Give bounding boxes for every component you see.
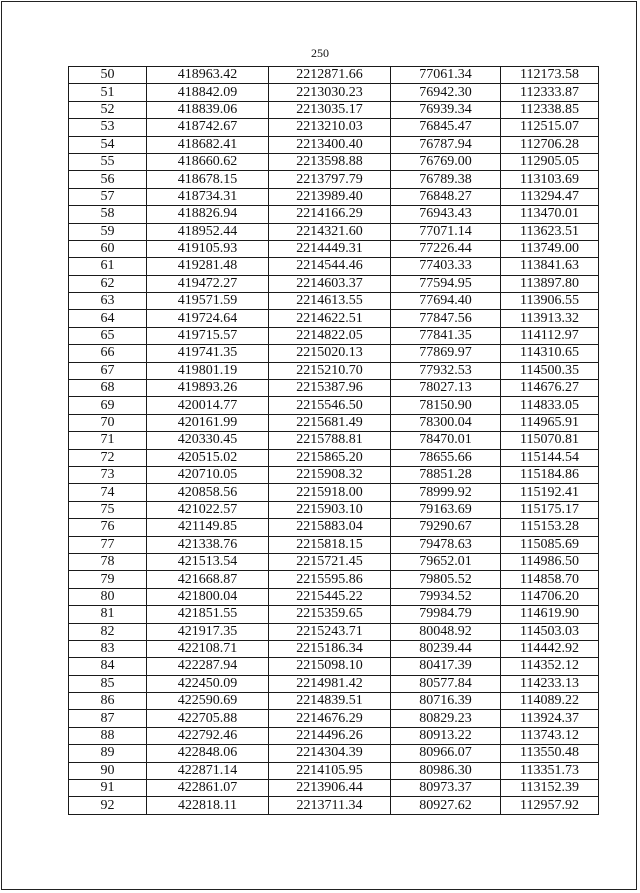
table-body: [69, 67, 599, 815]
point-number-cell: 65: [69, 327, 147, 344]
coord-y1-cell: 2214449.31: [269, 240, 391, 257]
coord-x1-cell: 420161.99: [147, 414, 269, 431]
coord-x2-cell: 80966.07: [391, 745, 501, 762]
table-row: [69, 414, 599, 431]
table-row: [69, 571, 599, 588]
coord-x1-cell: 418952.44: [147, 223, 269, 240]
coord-y2-cell: 115192.41: [501, 484, 599, 501]
coord-x1-cell: 420330.45: [147, 432, 269, 449]
coord-y1-cell: 2213797.79: [269, 171, 391, 188]
coord-y2-cell: 115175.17: [501, 501, 599, 518]
coord-y1-cell: 2214544.46: [269, 258, 391, 275]
table-row: [69, 780, 599, 797]
table-row: [69, 327, 599, 344]
point-number-cell: 73: [69, 466, 147, 483]
point-number-cell: 74: [69, 484, 147, 501]
coord-x2-cell: 77847.56: [391, 310, 501, 327]
coord-x2-cell: 80577.84: [391, 675, 501, 692]
coord-y2-cell: 113924.37: [501, 710, 599, 727]
coord-y2-cell: 113294.47: [501, 188, 599, 205]
table-row: [69, 275, 599, 292]
coord-x1-cell: 419472.27: [147, 275, 269, 292]
table-row: [69, 710, 599, 727]
coord-y2-cell: 114352.12: [501, 658, 599, 675]
coord-y2-cell: 113103.69: [501, 171, 599, 188]
point-number-cell: 68: [69, 380, 147, 397]
coord-x1-cell: 421338.76: [147, 536, 269, 553]
table-row: [69, 380, 599, 397]
coord-y1-cell: 2215818.15: [269, 536, 391, 553]
table-row: [69, 484, 599, 501]
coord-y1-cell: 2213906.44: [269, 780, 391, 797]
coord-x2-cell: 77932.53: [391, 362, 501, 379]
coord-x2-cell: 76848.27: [391, 188, 501, 205]
coord-x1-cell: 422848.06: [147, 745, 269, 762]
coord-x1-cell: 419281.48: [147, 258, 269, 275]
coord-x1-cell: 421917.35: [147, 623, 269, 640]
coord-x1-cell: 419105.93: [147, 240, 269, 257]
coord-x1-cell: 418842.09: [147, 84, 269, 101]
coord-y2-cell: 114833.05: [501, 397, 599, 414]
point-number-cell: 91: [69, 780, 147, 797]
coord-y2-cell: 114233.13: [501, 675, 599, 692]
coord-y2-cell: 113550.48: [501, 745, 599, 762]
point-number-cell: 78: [69, 553, 147, 570]
coord-y1-cell: 2214304.39: [269, 745, 391, 762]
coord-y2-cell: 112338.85: [501, 101, 599, 118]
coord-x1-cell: 418963.42: [147, 67, 269, 84]
point-number-cell: 92: [69, 797, 147, 814]
coord-y1-cell: 2214603.37: [269, 275, 391, 292]
coord-y1-cell: 2215903.10: [269, 501, 391, 518]
coord-y1-cell: 2215243.71: [269, 623, 391, 640]
coord-y1-cell: 2214839.51: [269, 693, 391, 710]
coord-y2-cell: 112957.92: [501, 797, 599, 814]
point-number-cell: 72: [69, 449, 147, 466]
point-number-cell: 50: [69, 67, 147, 84]
table-row: [69, 640, 599, 657]
coord-y2-cell: 114858.70: [501, 571, 599, 588]
point-number-cell: 67: [69, 362, 147, 379]
coord-x1-cell: 418678.15: [147, 171, 269, 188]
coord-x1-cell: 422818.11: [147, 797, 269, 814]
coord-x1-cell: 422705.88: [147, 710, 269, 727]
coord-x1-cell: 422108.71: [147, 640, 269, 657]
coord-y2-cell: 115153.28: [501, 519, 599, 536]
coord-x1-cell: 418660.62: [147, 153, 269, 170]
coord-x2-cell: 80048.92: [391, 623, 501, 640]
coord-x2-cell: 76845.47: [391, 119, 501, 136]
coord-y2-cell: 112706.28: [501, 136, 599, 153]
coord-y2-cell: 114619.90: [501, 606, 599, 623]
point-number-cell: 53: [69, 119, 147, 136]
coord-y1-cell: 2215865.20: [269, 449, 391, 466]
table-row: [69, 623, 599, 640]
point-number-cell: 80: [69, 588, 147, 605]
coord-y1-cell: 2212871.66: [269, 67, 391, 84]
coord-y1-cell: 2215186.34: [269, 640, 391, 657]
point-number-cell: 77: [69, 536, 147, 553]
table-row: [69, 693, 599, 710]
coord-y1-cell: 2214105.95: [269, 762, 391, 779]
coord-x2-cell: 77226.44: [391, 240, 501, 257]
point-number-cell: 55: [69, 153, 147, 170]
point-number-cell: 76: [69, 519, 147, 536]
coord-y2-cell: 113152.39: [501, 780, 599, 797]
coord-y1-cell: 2215098.10: [269, 658, 391, 675]
coord-x2-cell: 79290.67: [391, 519, 501, 536]
coord-y1-cell: 2214166.29: [269, 206, 391, 223]
coord-y2-cell: 113897.80: [501, 275, 599, 292]
coord-x1-cell: 421800.04: [147, 588, 269, 605]
table-row: [69, 553, 599, 570]
point-number-cell: 63: [69, 293, 147, 310]
coord-y2-cell: 115144.54: [501, 449, 599, 466]
coord-x1-cell: 421668.87: [147, 571, 269, 588]
coord-x1-cell: 418742.67: [147, 119, 269, 136]
coord-y2-cell: 113906.55: [501, 293, 599, 310]
coord-y2-cell: 114112.97: [501, 327, 599, 344]
coord-y1-cell: 2213030.23: [269, 84, 391, 101]
coord-x1-cell: 420014.77: [147, 397, 269, 414]
coord-x2-cell: 78150.90: [391, 397, 501, 414]
coord-y1-cell: 2215721.45: [269, 553, 391, 570]
coord-x1-cell: 422450.09: [147, 675, 269, 692]
table-row: [69, 606, 599, 623]
coord-y2-cell: 115085.69: [501, 536, 599, 553]
coord-x2-cell: 77694.40: [391, 293, 501, 310]
coord-y1-cell: 2214496.26: [269, 727, 391, 744]
table-row: [69, 188, 599, 205]
table-row: [69, 432, 599, 449]
coord-x2-cell: 76943.43: [391, 206, 501, 223]
point-number-cell: 52: [69, 101, 147, 118]
coord-x2-cell: 79163.69: [391, 501, 501, 518]
coord-x1-cell: 421022.57: [147, 501, 269, 518]
point-number-cell: 59: [69, 223, 147, 240]
coord-y2-cell: 115070.81: [501, 432, 599, 449]
coord-x2-cell: 76942.30: [391, 84, 501, 101]
coord-x1-cell: 418839.06: [147, 101, 269, 118]
point-number-cell: 85: [69, 675, 147, 692]
table-row: [69, 745, 599, 762]
coord-x2-cell: 80716.39: [391, 693, 501, 710]
table-row: [69, 797, 599, 814]
coord-y2-cell: 113470.01: [501, 206, 599, 223]
coord-x1-cell: 419801.19: [147, 362, 269, 379]
coord-x1-cell: 421851.55: [147, 606, 269, 623]
coord-x2-cell: 78655.66: [391, 449, 501, 466]
coord-x2-cell: 79805.52: [391, 571, 501, 588]
point-number-cell: 84: [69, 658, 147, 675]
table-row: [69, 293, 599, 310]
table-row: [69, 501, 599, 518]
point-number-cell: 54: [69, 136, 147, 153]
coord-x1-cell: 419724.64: [147, 310, 269, 327]
coord-x1-cell: 419715.57: [147, 327, 269, 344]
coord-y1-cell: 2214321.60: [269, 223, 391, 240]
coord-x1-cell: 418734.31: [147, 188, 269, 205]
coord-y1-cell: 2214622.51: [269, 310, 391, 327]
table-row: [69, 362, 599, 379]
coord-x2-cell: 76939.34: [391, 101, 501, 118]
coord-x2-cell: 80927.62: [391, 797, 501, 814]
coord-x2-cell: 79984.79: [391, 606, 501, 623]
coord-y1-cell: 2213989.40: [269, 188, 391, 205]
coord-x2-cell: 77594.95: [391, 275, 501, 292]
point-number-cell: 89: [69, 745, 147, 762]
coord-x2-cell: 80417.39: [391, 658, 501, 675]
point-number-cell: 62: [69, 275, 147, 292]
table-row: [69, 519, 599, 536]
coord-x1-cell: 420710.05: [147, 466, 269, 483]
coord-y1-cell: 2215788.81: [269, 432, 391, 449]
coord-y1-cell: 2215908.32: [269, 466, 391, 483]
coord-y2-cell: 114503.03: [501, 623, 599, 640]
point-number-cell: 64: [69, 310, 147, 327]
coord-y2-cell: 114500.35: [501, 362, 599, 379]
coord-x2-cell: 77071.14: [391, 223, 501, 240]
coord-x2-cell: 80973.37: [391, 780, 501, 797]
coord-x2-cell: 79478.63: [391, 536, 501, 553]
coord-x1-cell: 422871.14: [147, 762, 269, 779]
coord-y2-cell: 112905.05: [501, 153, 599, 170]
coord-y1-cell: 2215681.49: [269, 414, 391, 431]
coord-x2-cell: 80239.44: [391, 640, 501, 657]
coord-y1-cell: 2214613.55: [269, 293, 391, 310]
point-number-cell: 81: [69, 606, 147, 623]
table-row: [69, 588, 599, 605]
point-number-cell: 88: [69, 727, 147, 744]
coord-x2-cell: 76769.00: [391, 153, 501, 170]
table-row: [69, 153, 599, 170]
point-number-cell: 79: [69, 571, 147, 588]
coord-x2-cell: 77061.34: [391, 67, 501, 84]
coord-y1-cell: 2215918.00: [269, 484, 391, 501]
coord-y2-cell: 112173.58: [501, 67, 599, 84]
coord-x1-cell: 421149.85: [147, 519, 269, 536]
table-row: [69, 136, 599, 153]
point-number-cell: 70: [69, 414, 147, 431]
coord-x2-cell: 77403.33: [391, 258, 501, 275]
table-row: [69, 466, 599, 483]
table-row: [69, 675, 599, 692]
coord-x1-cell: 419571.59: [147, 293, 269, 310]
coord-x1-cell: 418682.41: [147, 136, 269, 153]
point-number-cell: 51: [69, 84, 147, 101]
table-row: [69, 310, 599, 327]
table-row: [69, 727, 599, 744]
coord-y1-cell: 2213598.88: [269, 153, 391, 170]
coord-x1-cell: 420515.02: [147, 449, 269, 466]
point-number-cell: 60: [69, 240, 147, 257]
coord-y1-cell: 2215883.04: [269, 519, 391, 536]
coord-x2-cell: 78300.04: [391, 414, 501, 431]
coord-y2-cell: 113743.12: [501, 727, 599, 744]
coord-y1-cell: 2215546.50: [269, 397, 391, 414]
coord-y2-cell: 115184.86: [501, 466, 599, 483]
point-number-cell: 90: [69, 762, 147, 779]
coord-x2-cell: 77841.35: [391, 327, 501, 344]
point-number-cell: 86: [69, 693, 147, 710]
coord-x2-cell: 77869.97: [391, 345, 501, 362]
coord-x1-cell: 422590.69: [147, 693, 269, 710]
coord-x1-cell: 422287.94: [147, 658, 269, 675]
coord-y1-cell: 2214676.29: [269, 710, 391, 727]
coord-y2-cell: 114965.91: [501, 414, 599, 431]
coord-y2-cell: 114310.65: [501, 345, 599, 362]
coord-x1-cell: 422861.07: [147, 780, 269, 797]
point-number-cell: 82: [69, 623, 147, 640]
coord-y1-cell: 2215210.70: [269, 362, 391, 379]
coord-y2-cell: 112515.07: [501, 119, 599, 136]
table-row: [69, 206, 599, 223]
coord-x2-cell: 78999.92: [391, 484, 501, 501]
coord-x1-cell: 418826.94: [147, 206, 269, 223]
coord-x2-cell: 76787.94: [391, 136, 501, 153]
coord-y1-cell: 2215359.65: [269, 606, 391, 623]
table-row: [69, 67, 599, 84]
coord-x2-cell: 76789.38: [391, 171, 501, 188]
coord-y2-cell: 114676.27: [501, 380, 599, 397]
table-row: [69, 240, 599, 257]
table-row: [69, 84, 599, 101]
page-number: 250: [311, 46, 329, 60]
table-row: [69, 449, 599, 466]
coord-x2-cell: 80913.22: [391, 727, 501, 744]
coord-y2-cell: 114986.50: [501, 553, 599, 570]
coord-y1-cell: 2213400.40: [269, 136, 391, 153]
coord-y1-cell: 2213210.03: [269, 119, 391, 136]
point-number-cell: 57: [69, 188, 147, 205]
coord-y1-cell: 2215445.22: [269, 588, 391, 605]
coord-y2-cell: 114089.22: [501, 693, 599, 710]
coord-x1-cell: 421513.54: [147, 553, 269, 570]
coord-y2-cell: 113841.63: [501, 258, 599, 275]
coord-y2-cell: 112333.87: [501, 84, 599, 101]
point-number-cell: 71: [69, 432, 147, 449]
table-row: [69, 762, 599, 779]
point-number-cell: 75: [69, 501, 147, 518]
coord-y2-cell: 114442.92: [501, 640, 599, 657]
coord-y1-cell: 2213711.34: [269, 797, 391, 814]
table-row: [69, 223, 599, 240]
coord-y1-cell: 2215387.96: [269, 380, 391, 397]
table-row: [69, 119, 599, 136]
point-number-cell: 69: [69, 397, 147, 414]
coord-x2-cell: 78027.13: [391, 380, 501, 397]
coord-x2-cell: 79934.52: [391, 588, 501, 605]
coord-y1-cell: 2215020.13: [269, 345, 391, 362]
coord-x2-cell: 78470.01: [391, 432, 501, 449]
coord-y1-cell: 2213035.17: [269, 101, 391, 118]
coord-x2-cell: 80986.30: [391, 762, 501, 779]
coord-x1-cell: 420858.56: [147, 484, 269, 501]
coord-x1-cell: 419893.26: [147, 380, 269, 397]
table-row: [69, 658, 599, 675]
table-row: [69, 345, 599, 362]
point-number-cell: 61: [69, 258, 147, 275]
table-row: [69, 536, 599, 553]
table-row: [69, 171, 599, 188]
coord-x1-cell: 419741.35: [147, 345, 269, 362]
coordinates-table: [68, 66, 599, 815]
coord-y2-cell: 113913.32: [501, 310, 599, 327]
coord-y1-cell: 2214981.42: [269, 675, 391, 692]
point-number-cell: 66: [69, 345, 147, 362]
coord-y2-cell: 114706.20: [501, 588, 599, 605]
point-number-cell: 56: [69, 171, 147, 188]
coord-y1-cell: 2215595.86: [269, 571, 391, 588]
table-row: [69, 397, 599, 414]
table-row: [69, 258, 599, 275]
point-number-cell: 87: [69, 710, 147, 727]
coord-y2-cell: 113749.00: [501, 240, 599, 257]
coord-y2-cell: 113623.51: [501, 223, 599, 240]
coord-x2-cell: 80829.23: [391, 710, 501, 727]
coord-y1-cell: 2214822.05: [269, 327, 391, 344]
coord-y2-cell: 113351.73: [501, 762, 599, 779]
table-row: [69, 101, 599, 118]
coord-x1-cell: 422792.46: [147, 727, 269, 744]
point-number-cell: 58: [69, 206, 147, 223]
point-number-cell: 83: [69, 640, 147, 657]
coord-x2-cell: 78851.28: [391, 466, 501, 483]
coord-x2-cell: 79652.01: [391, 553, 501, 570]
